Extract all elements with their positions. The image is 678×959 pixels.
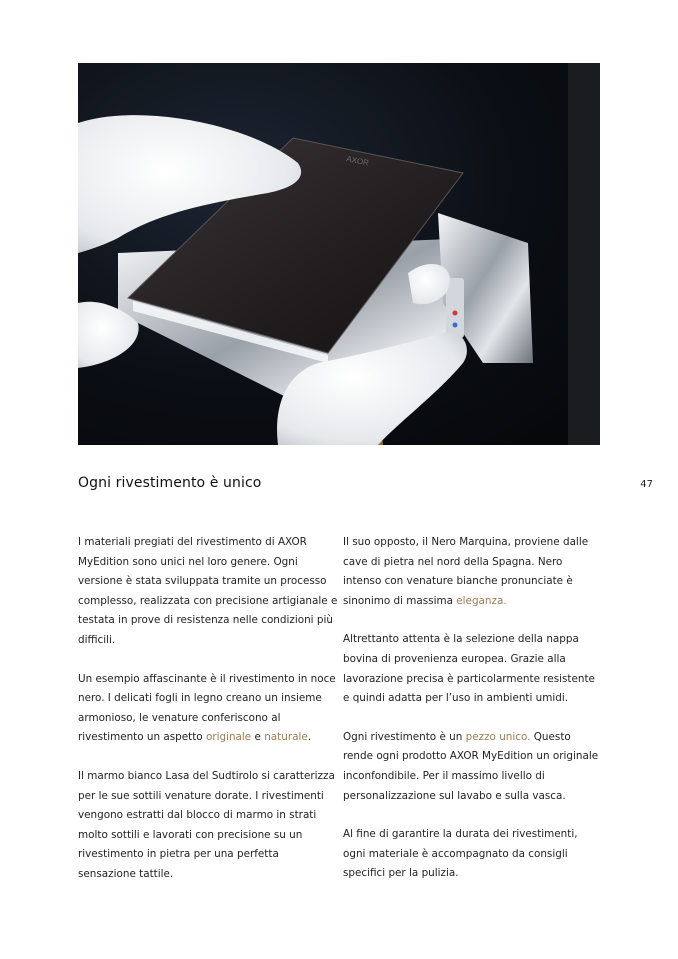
right-paragraph-3: Ogni rivestimento è un pezzo unico. Questo rende ogni prodotto AXOR MyEdition un originale inconfondibile. Per il massimo livello di personalizzazione sul lavabo e sulla vasca. [343, 730, 599, 802]
hero-photo [78, 63, 600, 445]
highlight-originale: originale [205, 731, 252, 744]
right-paragraph-2: Altrettanto attenta è la selezione della nappa bovina di provenienza europea. Grazie alla lavorazione precisa è particolarmente resistente e quindi adatta per l’uso in ambienti umidi. [343, 633, 595, 705]
left-paragraph-1: I materiali pregiati del rivestimento di AXOR MyEdition sono unici nel loro genere. Ogni versione è stata sviluppata tramite un processo complesso, realizzata con precisione artigianale e testata in prove di resistenza nelle condizioni più difficili. [78, 536, 338, 646]
left-paragraph-2: Un esempio affascinante è il rivestimento in noce nero. I delicati fogli in legno creano un insieme armonioso, le venature conferiscono al rivestimento un aspetto originale e naturale. [78, 672, 336, 744]
right-column [343, 533, 603, 903]
highlight-naturale: naturale [264, 731, 308, 744]
background-edge [568, 63, 600, 445]
left-paragraph-3: Il marmo bianco Lasa del Sudtirolo si caratterizza per le sue sottili venature dorate. I rivestimenti vengono estratti dal blocco di marmo in strati molto sottili e lavorati con precisione su un rivestimento in pietra per una perfetta sensazione tattile. [78, 769, 335, 880]
cold-indicator-icon [453, 323, 458, 328]
right-paragraph-4: Al fine di garantire la durata dei rivestimenti, ogni materiale è accompagnato da consigli specifici per la pulizia. [343, 828, 578, 880]
page-title: Ogni rivestimento è unico [78, 475, 262, 491]
highlight-pezzo-unico: pezzo unico. [465, 730, 531, 743]
right-paragraph-1: Il suo opposto, il Nero Marquina, proviene dalle cave di pietra nel nord della Spagna. Nero intenso con venature bianche pronunciate è sinonimo di massima eleganza. [343, 536, 589, 607]
mixer-illustration [78, 63, 600, 445]
page-number: 47 [640, 479, 653, 490]
cover-logo: AXOR [345, 154, 370, 168]
hot-indicator-icon [453, 311, 458, 316]
highlight-eleganza: eleganza. [456, 594, 507, 607]
left-column [78, 533, 338, 904]
